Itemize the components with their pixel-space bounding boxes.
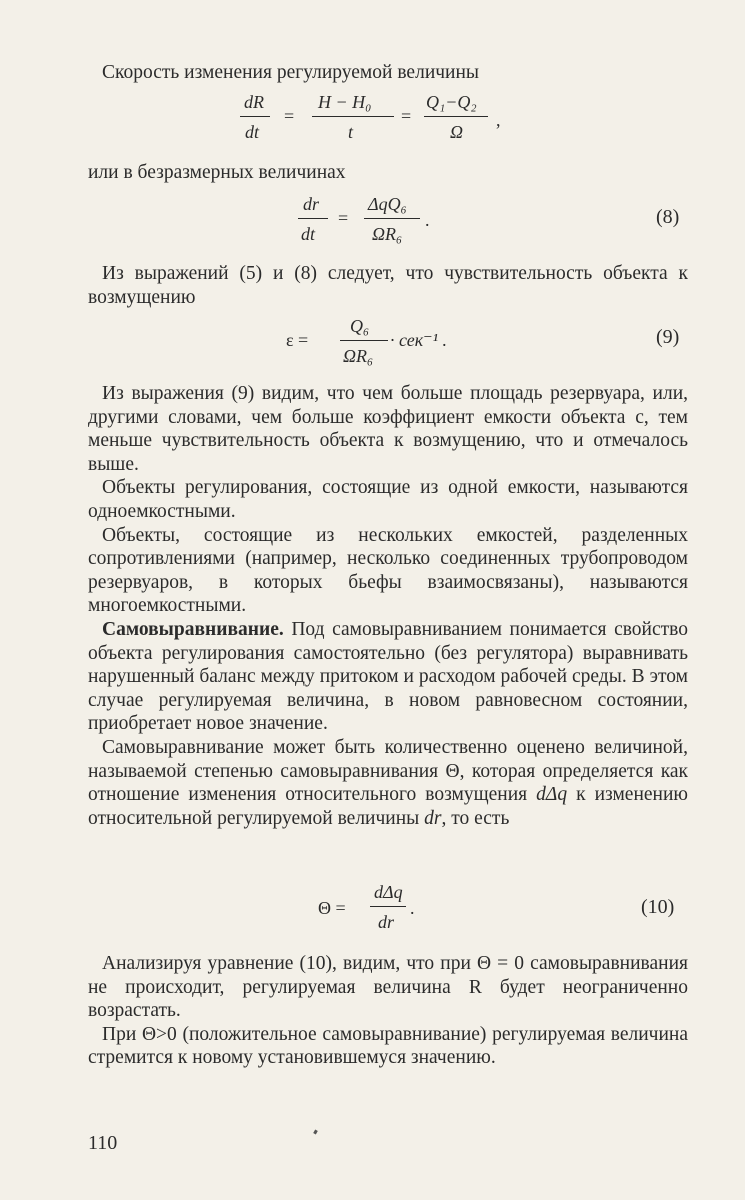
self-leveling-text: Под самовыравниванием понимается свойство объекта регулирования самостоятельно (без регулятора) выравнивать нарушенный баланс между притоком и расходом рабочей среды. В этом случае регулируемая величина, в новом равновесном состоянии, приобретает новое значение. bbox=[88, 618, 688, 735]
formula-1-den-2: t bbox=[348, 122, 354, 142]
formula-8-den-2: ΩR₆ bbox=[372, 224, 403, 244]
formula-10-bar bbox=[370, 906, 406, 907]
formula-8-num-1: dr bbox=[303, 194, 320, 214]
dimensionless-line: или в безразмерных величинах bbox=[88, 162, 346, 183]
formula-1-eq-2: = bbox=[401, 106, 412, 126]
formula-9-den: ΩR₆ bbox=[343, 346, 374, 366]
formula-9-num: Q₆ bbox=[350, 316, 370, 336]
paragraph-positive: При Θ>0 (положительное самовыравнивание) регулируемая величина стремится к новому установившемуся значению. bbox=[88, 1023, 688, 1069]
formula-8-eq: = bbox=[338, 208, 349, 228]
formula-1-num-3: Q₁−Q₂ bbox=[426, 92, 477, 112]
formula-1-den-3: Ω bbox=[450, 122, 464, 142]
equation-number-10: (10) bbox=[641, 896, 675, 918]
formula-1-bar-3 bbox=[424, 116, 488, 117]
degree-var-dr: dr bbox=[424, 807, 442, 829]
formula-10-lhs: Θ = bbox=[318, 898, 346, 918]
paragraph-sensitivity bbox=[88, 262, 688, 309]
degree-text-b: к изменению относительной регулируемой величины bbox=[88, 784, 688, 829]
formula-1-num-1: dR bbox=[244, 92, 264, 112]
degree-text-a: Самовыравнивание может быть количественно оценено величиной, называемой степенью самовыравнивания Θ, которая определяется как отношение изменения относительного возмущения bbox=[88, 736, 688, 806]
print-mark bbox=[313, 1130, 318, 1135]
formula-8-num-2: ΔqQ₆ bbox=[368, 194, 407, 214]
formula-8-dot: . bbox=[425, 210, 430, 230]
formula-1-num-2: H − H₀ bbox=[318, 92, 372, 112]
paragraph-body bbox=[88, 382, 688, 830]
formula-10-den: dr bbox=[378, 912, 395, 932]
paragraph-capacity: Из выражения (9) видим, что чем больше площадь резервуара, или, другими словами, чем больше коэффициент емкости объекта с, тем меньше чувствительность объекта к возмущению, что и отмечалось выше. bbox=[88, 383, 688, 475]
paragraph-sensitivity-text: Из выражений (5) и (8) следует, что чувствительность объекта к возмущению bbox=[88, 263, 688, 308]
self-leveling-heading: Самовыравнивание. bbox=[102, 618, 284, 640]
paragraph-self-leveling bbox=[88, 618, 688, 736]
formula-8-den-1: dt bbox=[301, 224, 316, 244]
formula-1-den-1: dt bbox=[245, 122, 260, 142]
formula-1-bar-2 bbox=[312, 116, 394, 117]
paragraph-tail bbox=[88, 952, 688, 1070]
intro-line: Скорость изменения регулируемой величины bbox=[102, 62, 480, 83]
page-number: 110 bbox=[88, 1132, 118, 1154]
formula-1-eq-1: = bbox=[284, 106, 295, 126]
paragraph-analysis: Анализируя уравнение (10), видим, что при Θ = 0 самовыравнивания не происходит, регулируемая величина R будет неограниченно возрастать. bbox=[88, 953, 688, 1022]
degree-text-c: , то есть bbox=[441, 807, 510, 829]
formula-10-dot: . bbox=[410, 898, 415, 918]
paragraph-self-leveling-degree bbox=[88, 736, 688, 830]
formula-10-num: dΔq bbox=[374, 882, 403, 902]
formula-9-tail: · сек⁻¹ . bbox=[390, 330, 448, 350]
formula-1-comma: , bbox=[496, 110, 501, 130]
paragraph-multi-capacity: Объекты, состоящие из нескольких емкостей, разделенных сопротивлениями (например, несколько соединенных трубопроводом резервуаров, в которых бьефы взаимосвязаны), называются многоемкостными. bbox=[88, 524, 688, 617]
formula-8-bar-1 bbox=[298, 218, 328, 219]
formula-9-lhs: ε = bbox=[286, 330, 309, 350]
formula-8-bar-2 bbox=[364, 218, 420, 219]
formula-1-bar-1 bbox=[240, 116, 270, 117]
equation-number-8: (8) bbox=[656, 206, 680, 228]
equation-number-9: (9) bbox=[656, 326, 680, 348]
degree-var-dq: dΔq bbox=[536, 784, 568, 806]
paragraph-single-capacity: Объекты регулирования, состоящие из одной емкости, называются одноемкостными. bbox=[88, 477, 688, 522]
formula-9-bar bbox=[340, 340, 388, 341]
